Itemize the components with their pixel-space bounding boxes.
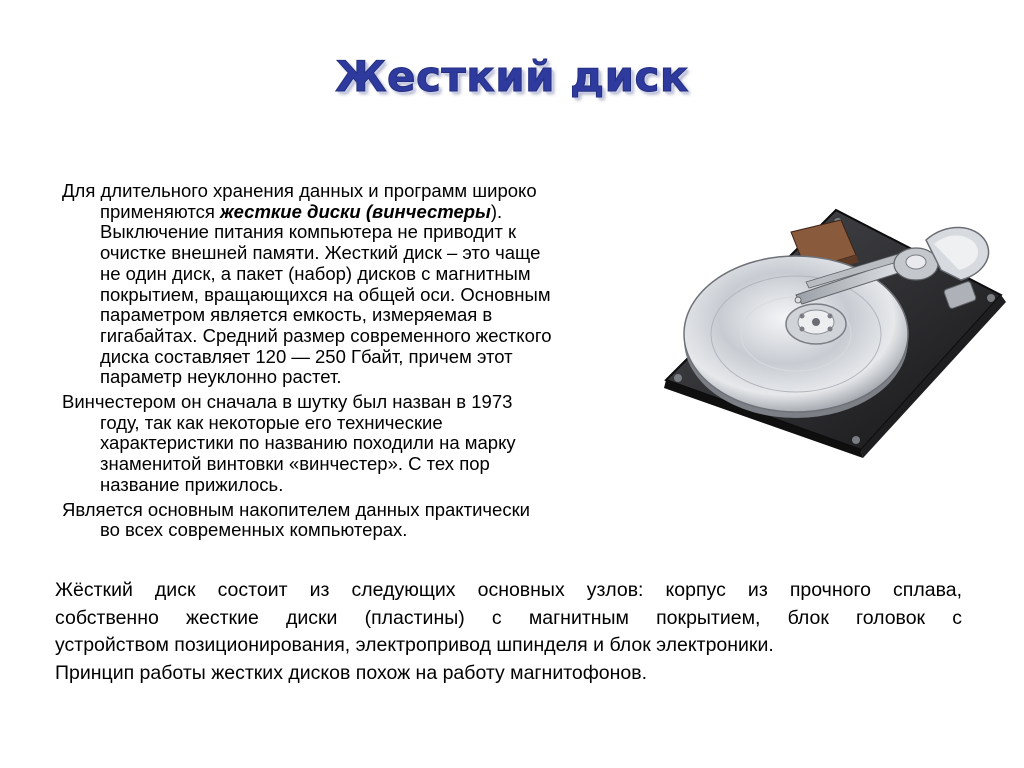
bullet-1-line-4: очистке внешней памяти. Жесткий диск – это чаще — [100, 242, 541, 264]
spindle-hub — [786, 304, 846, 344]
bullet-1-emphasis: жесткие диски (винчестеры — [220, 200, 491, 222]
bullet-list — [62, 181, 642, 545]
bullet-2-line-1: Винчестером он сначала в шутку был назван в 1973 — [62, 391, 513, 413]
bullet-1-line-7: параметром является емкость, измеряемая в — [100, 304, 493, 326]
bullet-1-line-9: диска составляет 120 — 250 Гбайт, причем этот — [100, 345, 513, 367]
bullet-1-line-2 — [62, 202, 642, 223]
bullet-item-2 — [62, 392, 642, 496]
bullet-2-line-5: название прижилось. — [100, 473, 284, 495]
summary-last-line: Принцип работы жестких дисков похож на работу магнитофонов. — [55, 661, 648, 684]
bullet-2-line-3: характеристики по названию походили на марку — [100, 432, 516, 454]
summary-line-1: Жёсткий диск состоит из следующих основных узлов: корпус из прочного сплава, — [55, 579, 962, 601]
bullet-1-line-8: гигабайтах. Средний размер современного жесткого — [100, 324, 552, 346]
bullet-2-line-4: знаменитой винтовки «винчестер». С тех пор — [100, 453, 490, 475]
bullet-1-line-3: Выключение питания компьютера не приводит к — [100, 221, 517, 243]
bullet-1-post: ). — [490, 200, 503, 222]
bullet-1-line-10: параметр неуклонно растет. — [100, 366, 342, 388]
bullet-2-line-2: году, так как некоторые его технические — [100, 411, 443, 433]
bullet-1-line-6: покрытием, вращающихся на общей оси. Основным — [100, 283, 551, 305]
bullet-3-line-1: Является основным накопителем данных практически — [62, 498, 531, 520]
bullet-1-line-5: не один диск, а пакет (набор) дисков с магнитным — [100, 262, 531, 284]
summary-line-3: устройством позиционирования, электропривод шпинделя и блок электроники. — [55, 634, 774, 657]
slide-title: Жесткий диск — [335, 52, 689, 101]
bullet-1-line-1: Для длительного хранения данных и программ широко — [62, 180, 537, 201]
bullet-item-1 — [62, 181, 642, 388]
bullet-3-line-2: во всех современных компьютерах. — [100, 519, 408, 541]
bullet-1-pre: применяются — [100, 200, 221, 222]
summary-paragraph — [55, 577, 962, 687]
summary-line-2: собственно жесткие диски (пластины) с магнитным покрытием, блок головок с — [55, 606, 962, 629]
bullet-item-3 — [62, 500, 642, 541]
hard-disk-drive-image — [656, 200, 1016, 460]
